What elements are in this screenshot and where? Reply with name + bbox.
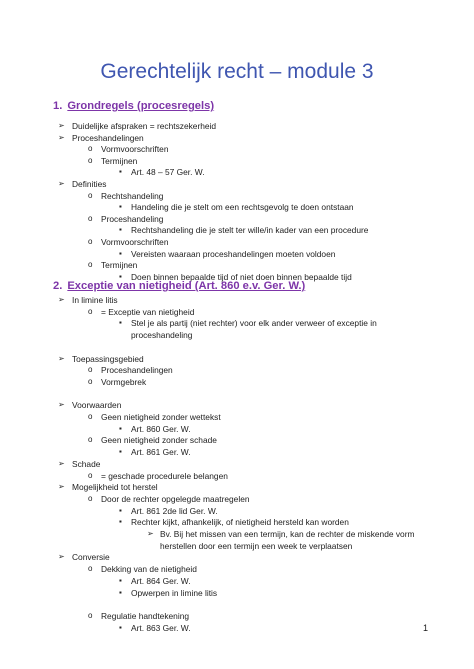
list-item-text: Art. 48 – 57 Ger. W. bbox=[131, 167, 205, 178]
bullet-icon: ➢ bbox=[58, 552, 65, 562]
list-item-text: proceshandeling bbox=[131, 330, 193, 341]
bullet-icon: ▪ bbox=[119, 587, 122, 597]
list-item bbox=[160, 541, 352, 551]
list-item bbox=[88, 260, 138, 271]
bullet-icon: o bbox=[88, 376, 93, 386]
list-item bbox=[88, 213, 164, 224]
list-item bbox=[88, 190, 164, 201]
list-item-text: In limine litis bbox=[72, 295, 118, 305]
bullet-icon: o bbox=[88, 190, 93, 200]
bullet-icon: o bbox=[88, 435, 93, 445]
list-item-text: Rechter kijkt, afhankelijk, of nietigheid hersteld kan worden bbox=[131, 517, 349, 528]
list-item bbox=[88, 237, 169, 247]
list-item bbox=[58, 132, 144, 143]
list-item bbox=[88, 376, 147, 387]
bullet-icon: o bbox=[88, 260, 93, 270]
list-item bbox=[58, 482, 158, 493]
bullet-icon: o bbox=[88, 470, 93, 480]
list-item bbox=[119, 517, 349, 528]
list-item bbox=[119, 202, 354, 213]
list-item-text: Voorwaarden bbox=[72, 400, 122, 411]
list-item-text: Regulatie handtekening bbox=[101, 610, 190, 621]
list-item bbox=[88, 365, 173, 376]
list-item bbox=[58, 179, 107, 189]
list-item bbox=[58, 458, 101, 469]
bullet-icon: ▪ bbox=[119, 202, 122, 212]
bullet-icon: ➢ bbox=[58, 179, 65, 188]
bullet-icon: ▪ bbox=[119, 167, 122, 177]
list-item-text: Vormvoorschriften bbox=[101, 144, 169, 155]
bullet-icon: ▪ bbox=[119, 318, 122, 328]
bullet-icon: o bbox=[88, 213, 93, 223]
list-item-text: Termijnen bbox=[101, 260, 138, 271]
list-item bbox=[119, 587, 218, 598]
bullet-icon: ➢ bbox=[58, 458, 65, 468]
bullet-icon: o bbox=[88, 412, 93, 421]
list-item-text: Conversie bbox=[72, 552, 110, 563]
bullet-icon: ▪ bbox=[119, 447, 122, 457]
list-item bbox=[88, 155, 138, 166]
page-number: 1 bbox=[422, 623, 428, 633]
list-item-text: Termijnen bbox=[101, 155, 138, 166]
list-item bbox=[131, 330, 192, 340]
bullet-icon: ▪ bbox=[119, 248, 122, 258]
bullet-icon: o bbox=[88, 564, 93, 574]
list-item bbox=[119, 318, 377, 329]
bullet-icon: ▪ bbox=[119, 505, 122, 515]
bullet-icon: o bbox=[88, 237, 93, 246]
list-item-text: Vormvoorschriften bbox=[101, 237, 169, 247]
list-item bbox=[119, 447, 191, 458]
list-item bbox=[88, 610, 190, 621]
bullet-icon: o bbox=[88, 144, 93, 154]
list-item bbox=[147, 529, 415, 539]
section-number: 1. bbox=[53, 100, 63, 112]
list-item-text: Handeling die je stelt om een rechtsgevolg te doen ontstaan bbox=[131, 202, 354, 213]
list-item-text: Vormgebrek bbox=[101, 376, 147, 387]
list-item bbox=[58, 353, 144, 364]
bullet-icon: ➢ bbox=[147, 529, 154, 538]
list-item-text: Geen nietigheid zonder schade bbox=[101, 435, 217, 446]
list-item-text: Art. 864 Ger. W. bbox=[131, 575, 191, 586]
list-item-text: = geschade procedurele belangen bbox=[101, 470, 228, 481]
list-item-text: Dekking van de nietigheid bbox=[101, 564, 197, 575]
list-item bbox=[88, 412, 221, 422]
section-heading-2 bbox=[53, 280, 305, 292]
list-item-text: Proceshandelingen bbox=[72, 132, 144, 143]
list-item bbox=[88, 435, 217, 446]
list-item-text: Stel je als partij (niet rechter) voor elk ander verweer of exceptie in bbox=[131, 318, 377, 329]
list-item bbox=[58, 552, 110, 563]
list-item-text: Art. 861 Ger. W. bbox=[131, 447, 191, 458]
page-title: Gerechtelijk recht – module 3 bbox=[100, 60, 374, 83]
bullet-icon: o bbox=[88, 610, 93, 620]
bullet-icon: ➢ bbox=[58, 353, 65, 363]
section-title: Grondregels (procesregels) bbox=[67, 100, 215, 112]
list-item bbox=[119, 248, 336, 259]
list-item bbox=[88, 470, 228, 481]
list-item bbox=[119, 505, 218, 516]
bullet-icon: ▪ bbox=[119, 423, 122, 433]
list-item bbox=[88, 564, 197, 575]
list-item bbox=[58, 295, 118, 305]
list-item-text: Mogelijkheid tot herstel bbox=[72, 482, 158, 493]
section-title: Exceptie van nietigheid (Art. 860 e.v. Ger. W.) bbox=[67, 280, 306, 292]
list-item-text: Definities bbox=[72, 179, 107, 189]
list-item bbox=[58, 121, 217, 131]
bullet-icon: o bbox=[88, 306, 93, 316]
list-item-text: Duidelijke afspraken = rechtszekerheid bbox=[72, 121, 217, 131]
list-item bbox=[119, 575, 191, 586]
section-number: 2. bbox=[53, 280, 63, 292]
list-item-text: Toepassingsgebied bbox=[72, 353, 144, 364]
list-item-text: Opwerpen in limine litis bbox=[131, 587, 218, 598]
bullet-icon: ➢ bbox=[58, 482, 65, 492]
bullet-icon: ➢ bbox=[58, 295, 65, 304]
bullet-icon: ▪ bbox=[119, 575, 122, 585]
list-item bbox=[119, 167, 205, 178]
bullet-icon: o bbox=[88, 493, 93, 503]
list-item-text: Art. 860 Ger. W. bbox=[131, 423, 191, 434]
bullet-icon: ➢ bbox=[58, 400, 65, 410]
bullet-icon: ▪ bbox=[119, 622, 122, 632]
bullet-icon: ➢ bbox=[58, 132, 65, 142]
list-item-text: = Exceptie van nietigheid bbox=[101, 306, 195, 317]
bullet-icon: ▪ bbox=[119, 517, 122, 527]
list-item bbox=[88, 144, 169, 155]
list-item bbox=[119, 423, 191, 434]
list-item-text: Rechtshandeling die je stelt ter wille/in kader van een procedure bbox=[131, 225, 369, 236]
bullet-icon: ▪ bbox=[119, 271, 122, 281]
list-item bbox=[88, 493, 250, 504]
bullet-icon: o bbox=[88, 365, 93, 375]
list-item bbox=[58, 400, 122, 411]
bullet-icon: ▪ bbox=[119, 225, 122, 235]
list-item-text: Rechtshandeling bbox=[101, 190, 164, 201]
list-item-text: Proceshandeling bbox=[101, 213, 164, 224]
list-item bbox=[88, 306, 195, 317]
list-item-text: Schade bbox=[72, 458, 101, 469]
list-item bbox=[119, 225, 369, 236]
bullet-icon: ➢ bbox=[58, 121, 65, 130]
list-item-text: Geen nietigheid zonder wettekst bbox=[101, 412, 221, 422]
list-item bbox=[119, 622, 191, 633]
list-item-text: Door de rechter opgelegde maatregelen bbox=[101, 493, 250, 504]
list-item-text: Proceshandelingen bbox=[101, 365, 173, 376]
list-item-text: Art. 861 2de lid Ger. W. bbox=[131, 505, 218, 516]
list-item-text: Art. 863 Ger. W. bbox=[131, 622, 191, 633]
list-item-text: herstellen door een termijn een week te verplaatsen bbox=[160, 540, 353, 551]
list-item-text: Bv. Bij het missen van een termijn, kan de rechter de miskende vorm bbox=[160, 529, 415, 539]
bullet-icon: o bbox=[88, 155, 93, 165]
list-item-text: Vereisten waaraan proceshandelingen moeten voldoen bbox=[131, 248, 336, 259]
section-heading-1 bbox=[53, 100, 214, 112]
list-item-text: Doen binnen bepaalde tijd of niet doen binnen bepaalde tijd bbox=[131, 271, 352, 282]
